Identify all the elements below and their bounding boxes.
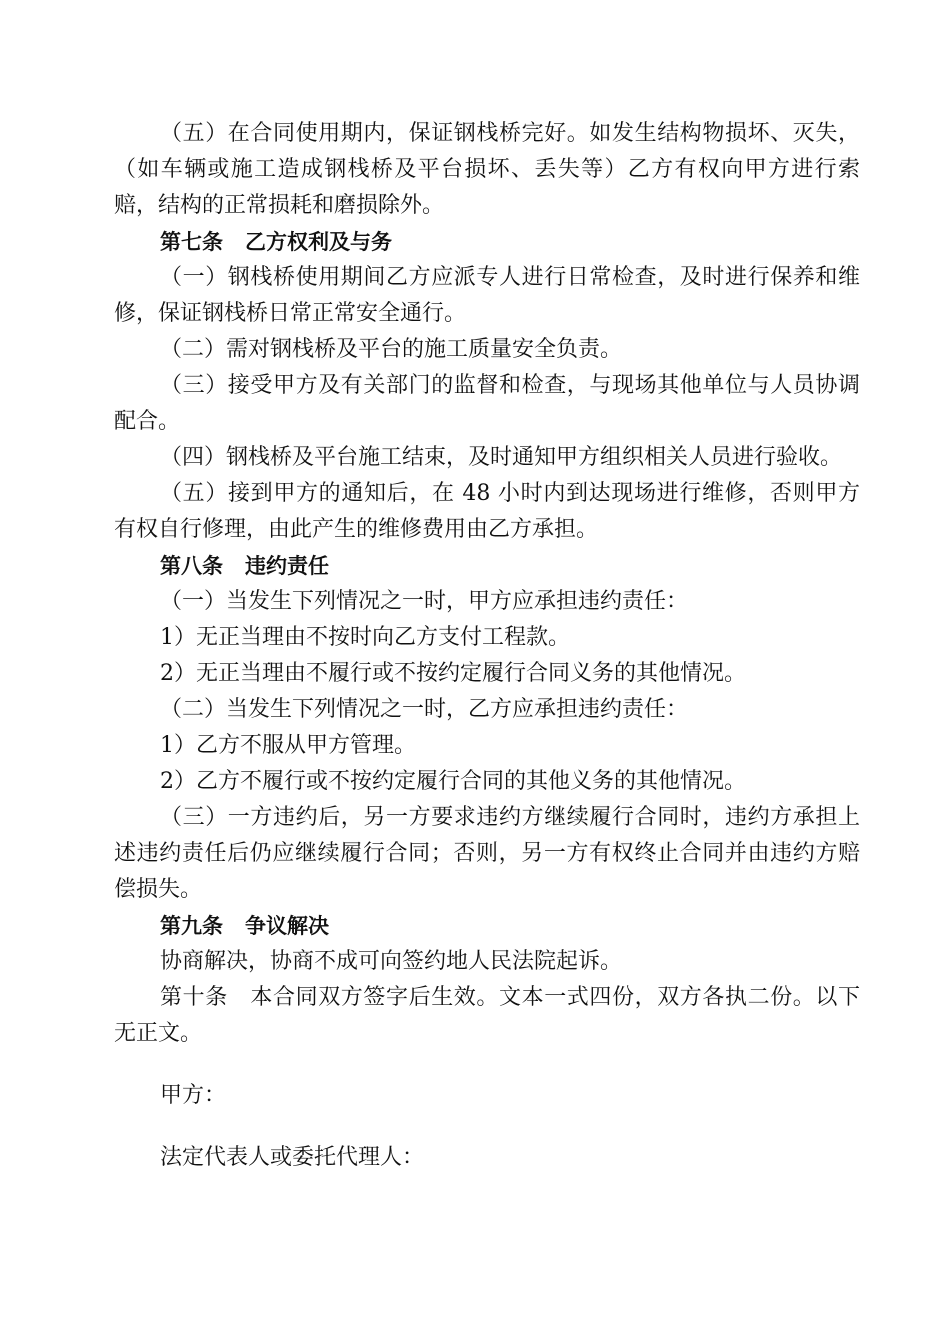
paragraph: （二）需对钢栈桥及平台的施工质量安全负责。 [160,337,623,362]
paragraph: （三）一方违约后，另一方要求违约方继续履行合同时，违约方承担上述违约责任后仍应继续履行合同；否则，另一方有权终止合同并由违约方赔偿损失。 [114,805,860,902]
list-item: 2）乙方不履行或不按约定履行合同的其他义务的其他情况。 [160,769,746,794]
section-number: 第七条 [160,230,223,254]
list-item: 2）无正当理由不履行或不按约定履行合同义务的其他情况。 [160,661,746,686]
list-item: 1）乙方不服从甲方管理。 [160,733,416,758]
section-title: 乙方权利及与务 [245,230,392,254]
paragraph: 第十条 本合同双方签字后生效。文本一式四份，双方各执二份。以下无正文。 [114,985,860,1046]
section-heading-7 [114,224,860,260]
representative-label: 法定代表人或委托代理人： [160,1145,425,1170]
section-number: 第八条 [160,554,223,578]
paragraph: （五）接到甲方的通知后，在 48 小时内到达现场进行维修，否则甲方有权自行修理，由此产生的维修费用由乙方承担。 [114,481,860,542]
paragraph: （一）钢栈桥使用期间乙方应派专人进行日常检查，及时进行保养和维修，保证钢栈桥日常正常安全通行。 [114,265,860,326]
section-heading-9 [114,908,860,944]
paragraph: 协商解决，协商不成可向签约地人民法院起诉。 [160,949,623,974]
section-number: 第九条 [160,914,223,938]
paragraph: （五）在合同使用期内，保证钢栈桥完好。如发生结构物损坏、灭失，（如车辆或施工造成钢栈桥及平台损坏、丢失等）乙方有权向甲方进行索赔，结构的正常损耗和磨损除外。 [114,121,860,218]
section-title: 争议解决 [245,914,329,938]
contract-body [114,116,860,1176]
list-item: 1）无正当理由不按时向乙方支付工程款。 [160,625,570,650]
section-heading-8 [114,548,860,584]
party-a-label: 甲方： [160,1083,227,1108]
paragraph: （二）当发生下列情况之一时，乙方应承担违约责任： [160,697,689,722]
paragraph: （三）接受甲方及有关部门的监督和检查，与现场其他单位与人员协调配合。 [114,373,860,434]
section-title: 违约责任 [245,554,329,578]
paragraph: （四）钢栈桥及平台施工结束，及时通知甲方组织相关人员进行验收。 [160,445,843,470]
paragraph: （一）当发生下列情况之一时，甲方应承担违约责任： [160,589,689,614]
